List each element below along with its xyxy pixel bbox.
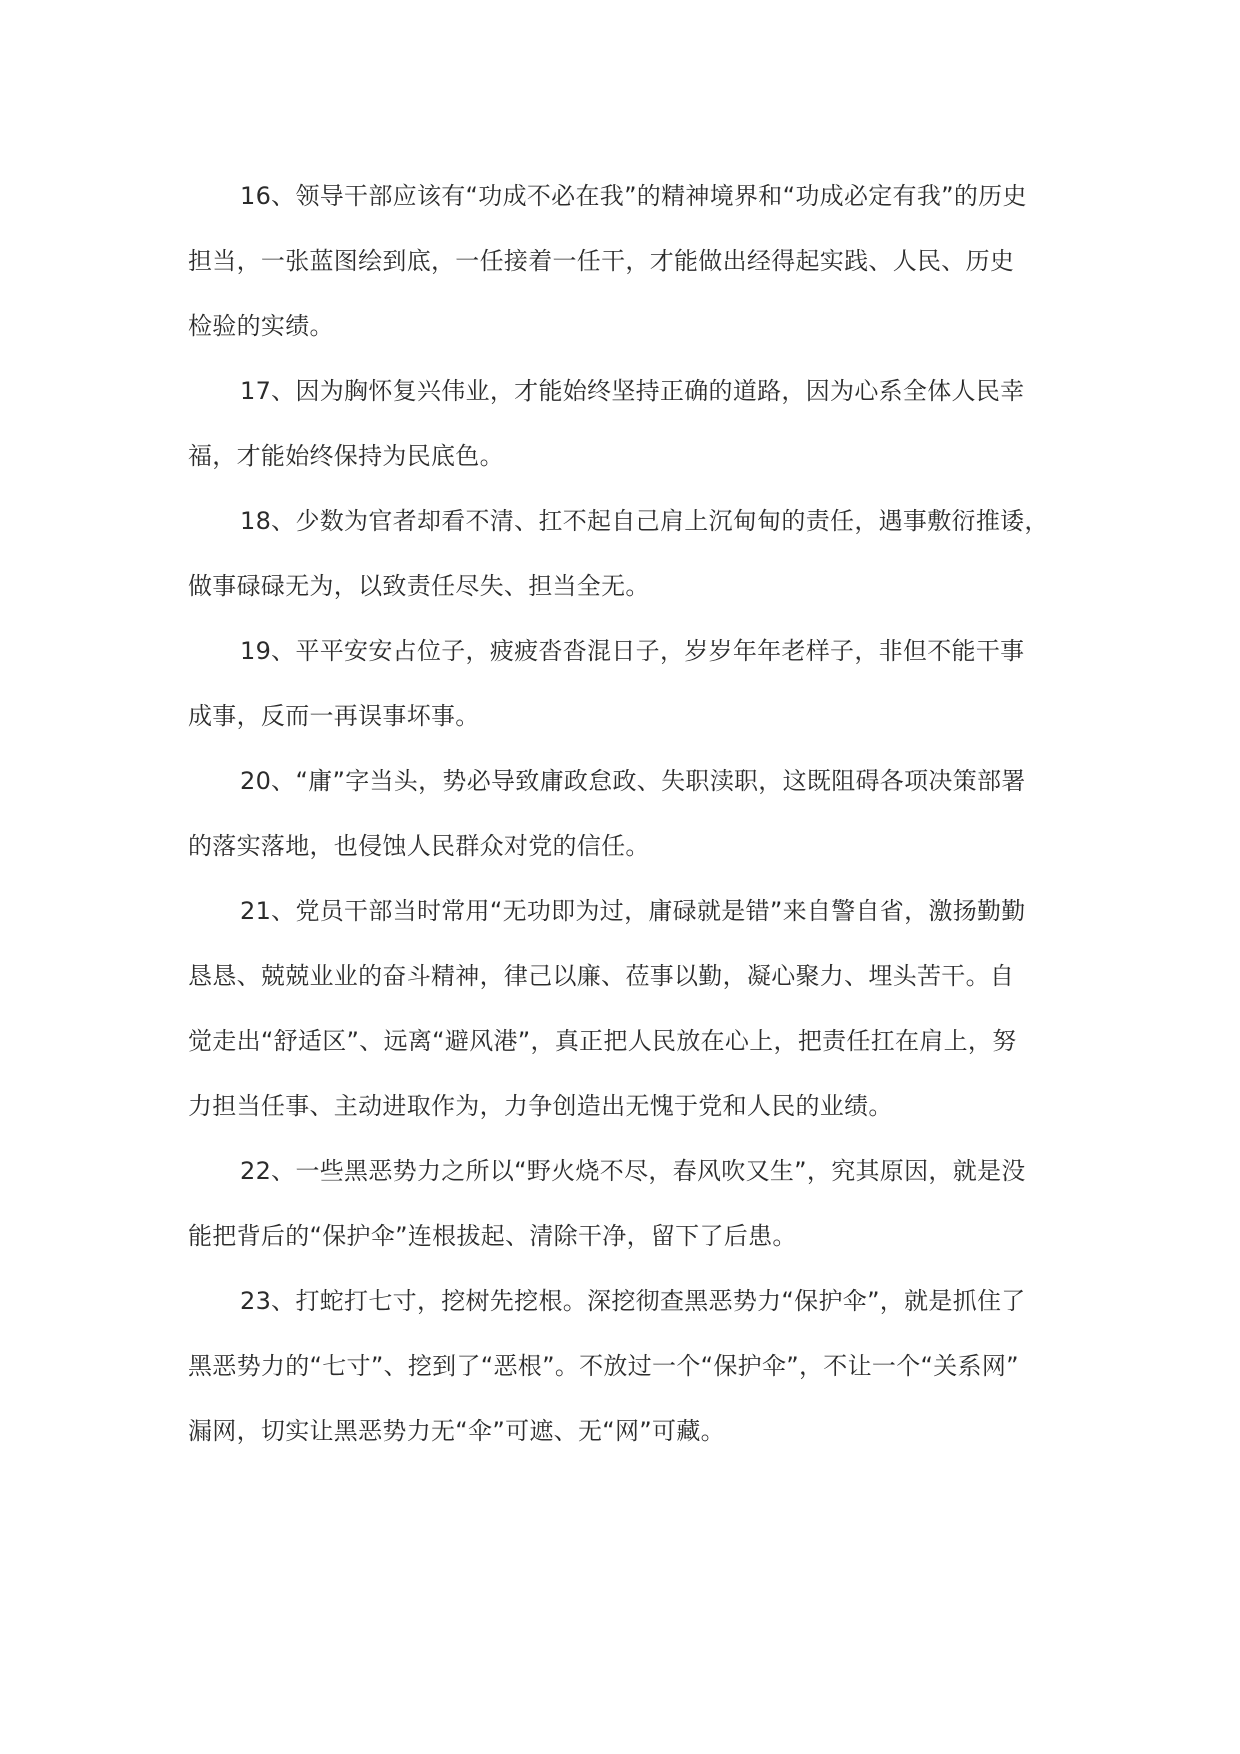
paragraph-23 — [188, 1269, 1068, 1464]
paragraph-21 — [188, 879, 1068, 1139]
document-body — [188, 164, 1068, 1464]
paragraph-line: 16、领导干部应该有“功成不必在我”的精神境界和“功成必定有我”的历史 — [240, 182, 1027, 210]
paragraph-line: 22、一些黑恶势力之所以“野火烧不尽，春风吹又生”，究其原因，就是没 — [240, 1157, 1026, 1185]
paragraph-line: 觉走出“舒适区”、远离“避风港”，真正把人民放在心上，把责任扛在肩上，努 — [188, 1027, 1017, 1055]
paragraph-line: 21、党员干部当时常用“无功即为过，庸碌就是错”来自警自省，激扬勤勤 — [240, 897, 1026, 925]
paragraph-line: 20、“庸”字当头，势必导致庸政怠政、失职渎职，这既阻碍各项决策部署 — [240, 767, 1026, 795]
paragraph-17 — [188, 359, 1068, 489]
paragraph-line: 的落实落地，也侵蚀人民群众对党的信任。 — [188, 832, 650, 860]
paragraph-16 — [188, 164, 1068, 359]
paragraph-line: 成事，反而一再误事坏事。 — [188, 702, 480, 730]
paragraph-line: 恳恳、兢兢业业的奋斗精神，律己以廉、莅事以勤，凝心聚力、埋头苦干。自 — [188, 962, 1015, 990]
paragraph-line: 做事碌碌无为，以致责任尽失、担当全无。 — [188, 572, 650, 600]
paragraph-line: 担当，一张蓝图绘到底，一任接着一任干，才能做出经得起实践、人民、历史 — [188, 247, 1015, 275]
paragraph-line: 黑恶势力的“七寸”、挖到了“恶根”。不放过一个“保护伞”，不让一个“关系网” — [188, 1352, 1019, 1380]
paragraph-19 — [188, 619, 1068, 749]
paragraph-line: 19、平平安安占位子，疲疲沓沓混日子，岁岁年年老样子，非但不能干事 — [240, 637, 1025, 665]
paragraph-line: 17、因为胸怀复兴伟业，才能始终坚持正确的道路，因为心系全体人民幸 — [240, 377, 1025, 405]
paragraph-line: 18、少数为官者却看不清、扛不起自己肩上沉甸甸的责任，遇事敷衍推诿， — [240, 507, 1049, 535]
paragraph-18 — [188, 489, 1068, 619]
paragraph-line: 检验的实绩。 — [188, 312, 334, 340]
paragraph-line: 漏网，切实让黑恶势力无“伞”可遮、无“网”可藏。 — [188, 1417, 725, 1445]
paragraph-line: 力担当任事、主动进取作为，力争创造出无愧于党和人民的业绩。 — [188, 1092, 893, 1120]
paragraph-line: 福，才能始终保持为民底色。 — [188, 442, 504, 470]
paragraph-line: 能把背后的“保护伞”连根拔起、清除干净，留下了后患。 — [188, 1222, 797, 1250]
paragraph-line: 23、打蛇打七寸，挖树先挖根。深挖彻查黑恶势力“保护伞”，就是抓住了 — [240, 1287, 1026, 1315]
paragraph-20 — [188, 749, 1068, 879]
paragraph-22 — [188, 1139, 1068, 1269]
